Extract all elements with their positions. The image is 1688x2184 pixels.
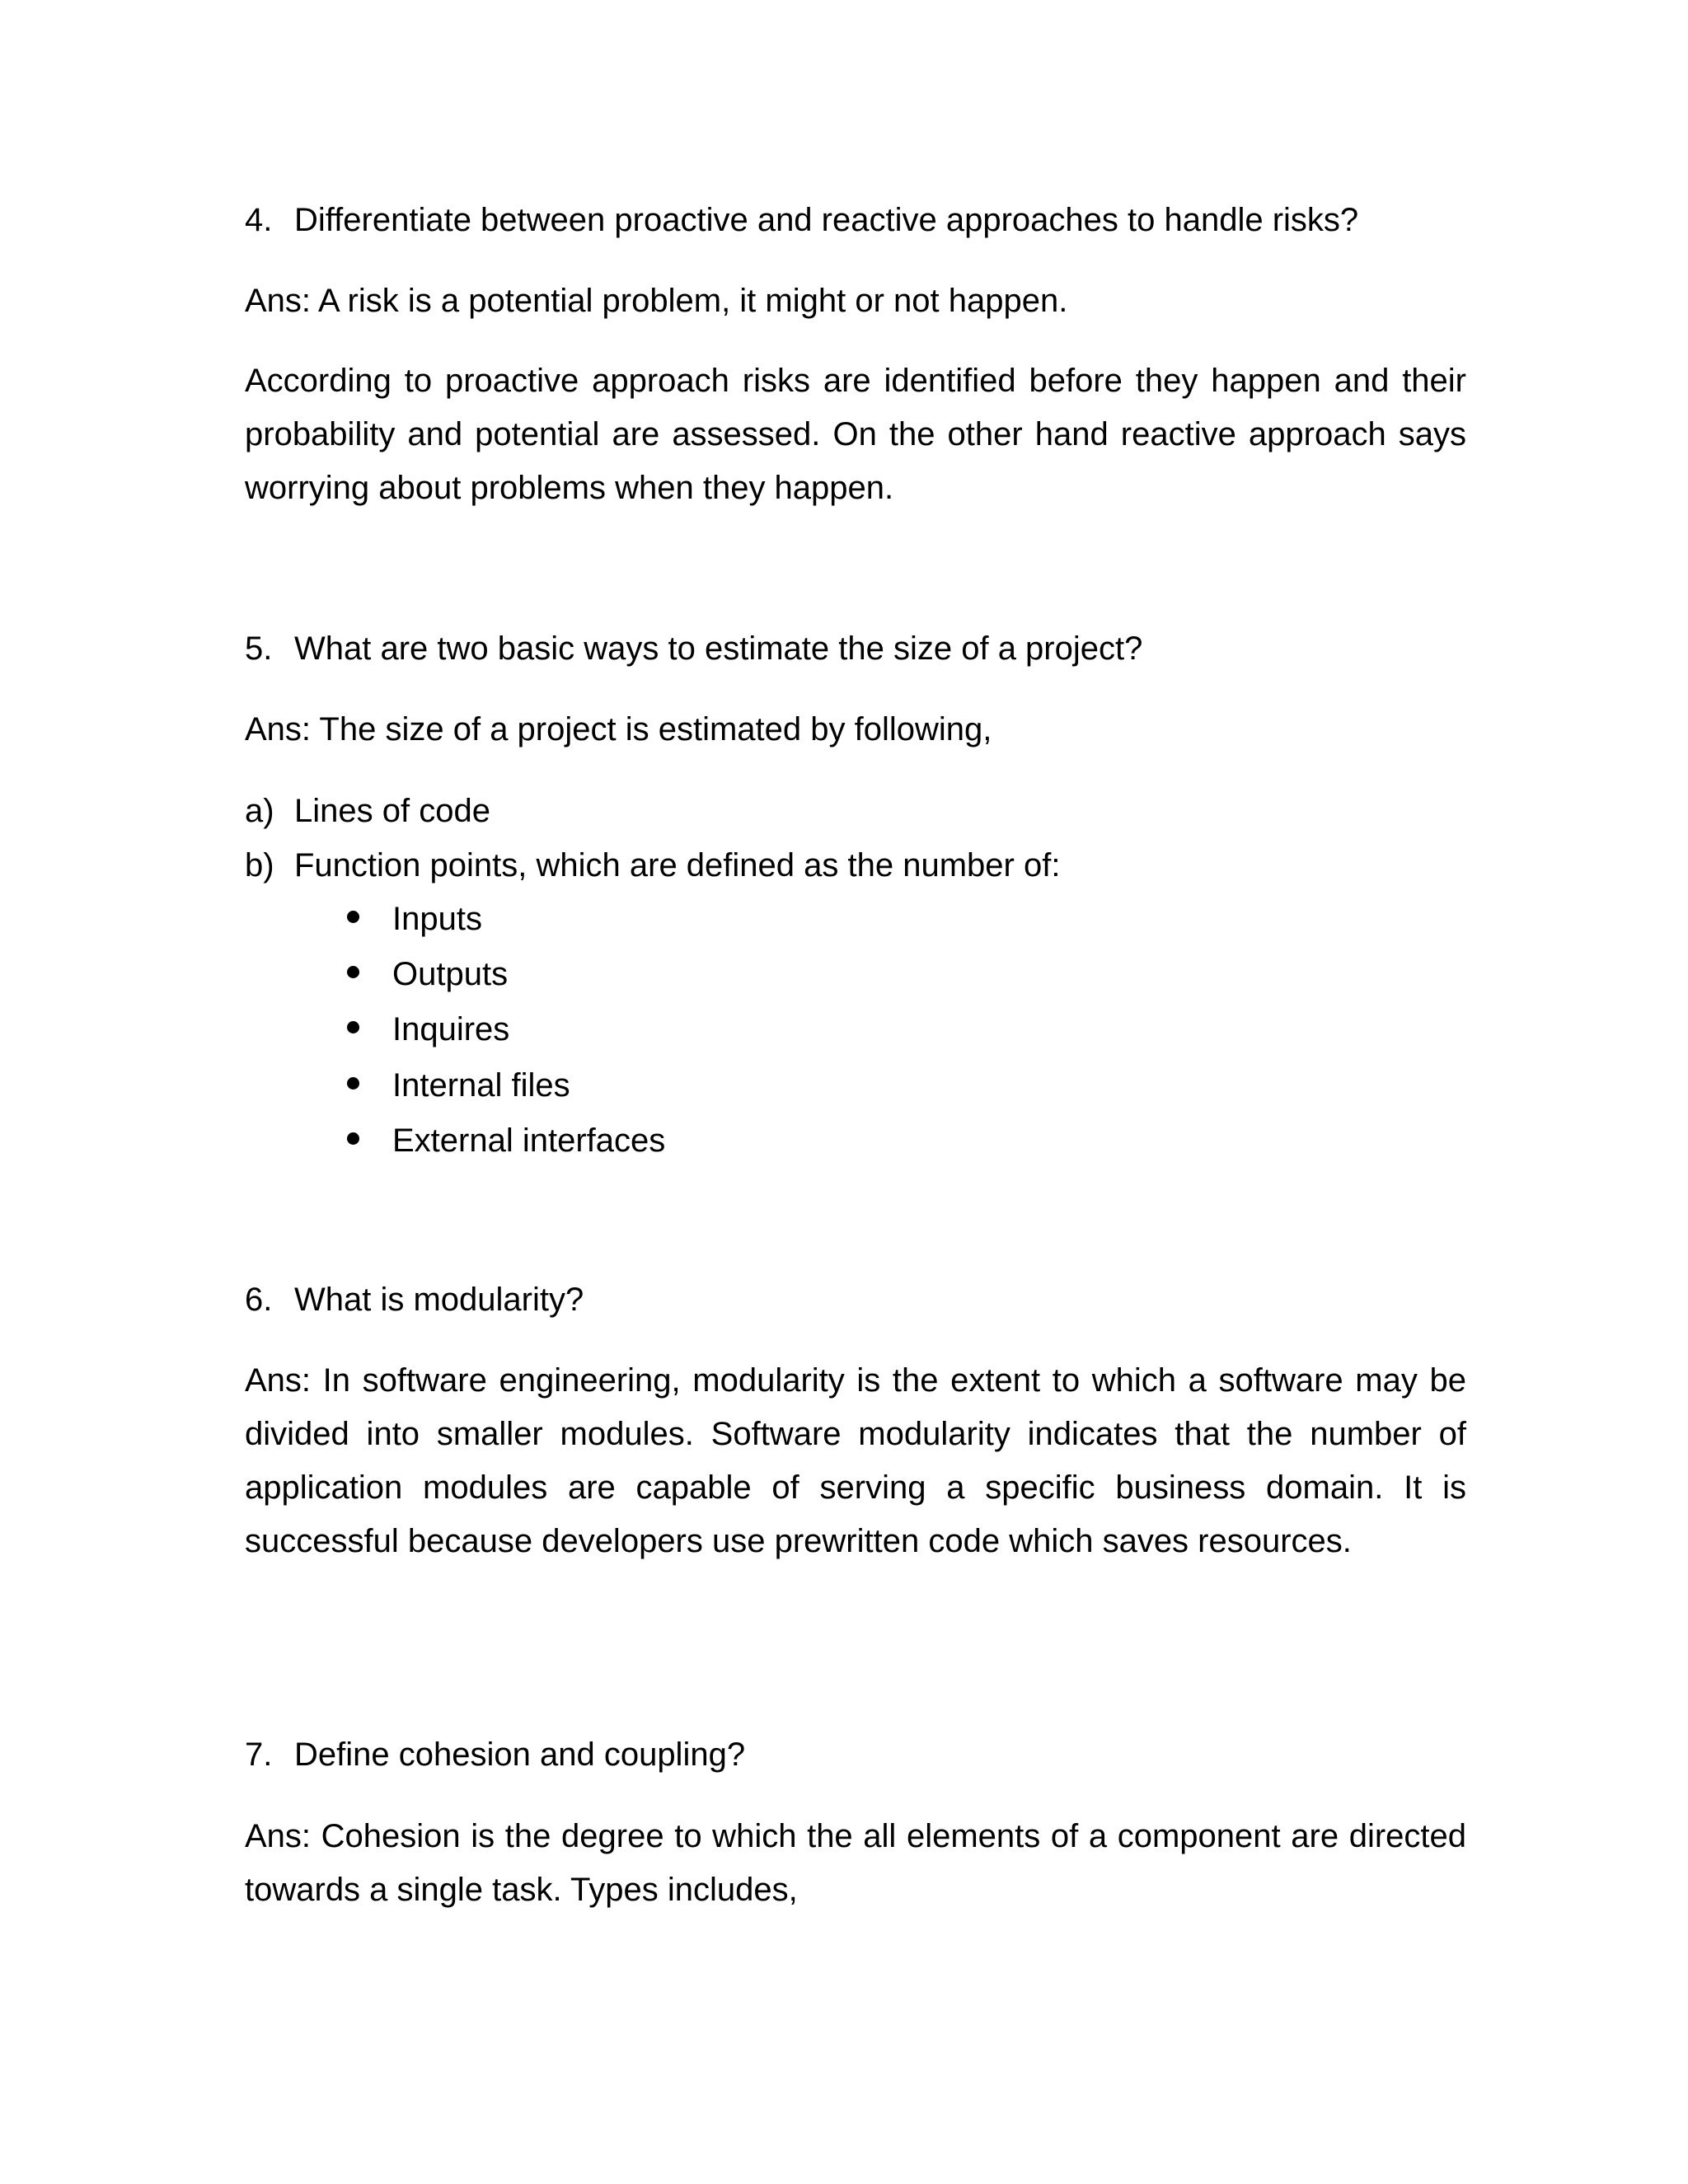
list-item: Function points, which are defined as the number of: (294, 847, 1061, 883)
question-number: 4. (245, 202, 273, 238)
bullet-item: Outputs (392, 956, 509, 992)
answer-body (245, 1354, 1466, 1568)
bullet-icon (347, 911, 359, 923)
answer-intro: Ans: A risk is a potential problem, it might or not happen. (245, 283, 1068, 319)
question-text: What is modularity? (294, 1282, 584, 1318)
bullet-item: Internal files (392, 1067, 570, 1104)
answer-paragraph: Ans: Cohesion is the degree to which the all elements of a component are directed towards a single task. Types includes, (245, 1818, 1466, 1908)
bullet-item: External interfaces (392, 1122, 666, 1159)
bullet-icon (347, 1132, 359, 1145)
list-marker: b) (245, 847, 274, 883)
answer-intro: Ans: The size of a project is estimated by following, (245, 711, 992, 748)
bullet-icon (347, 1021, 359, 1033)
list-item: Lines of code (294, 793, 490, 829)
answer-paragraph: Ans: In software engineering, modularity is the extent to which a software may be divided into smaller modules. Software modularity indicates that the number of application modules are capable of serving a specific business domain. It is successful because developers use prewritten code which saves resources. (245, 1362, 1466, 1559)
answer-paragraph: According to proactive approach risks are identified before they happen and their probability and potential are assessed. On the other hand reactive approach says worrying about problems when they happen. (245, 363, 1466, 506)
bullet-icon (347, 1077, 359, 1090)
question-number: 5. (245, 630, 273, 667)
question-text: What are two basic ways to estimate the size of a project? (294, 630, 1143, 667)
question-text: Define cohesion and coupling? (294, 1736, 746, 1773)
bullet-icon (347, 966, 359, 978)
question-number: 7. (245, 1736, 273, 1773)
list-marker: a) (245, 793, 274, 829)
answer-body (245, 354, 1466, 515)
question-number: 6. (245, 1282, 273, 1318)
bullet-item: Inquires (392, 1011, 510, 1047)
answer-body (245, 1810, 1466, 1917)
question-text: Differentiate between proactive and reactive approaches to handle risks? (294, 202, 1359, 238)
bullet-item: Inputs (392, 901, 482, 937)
